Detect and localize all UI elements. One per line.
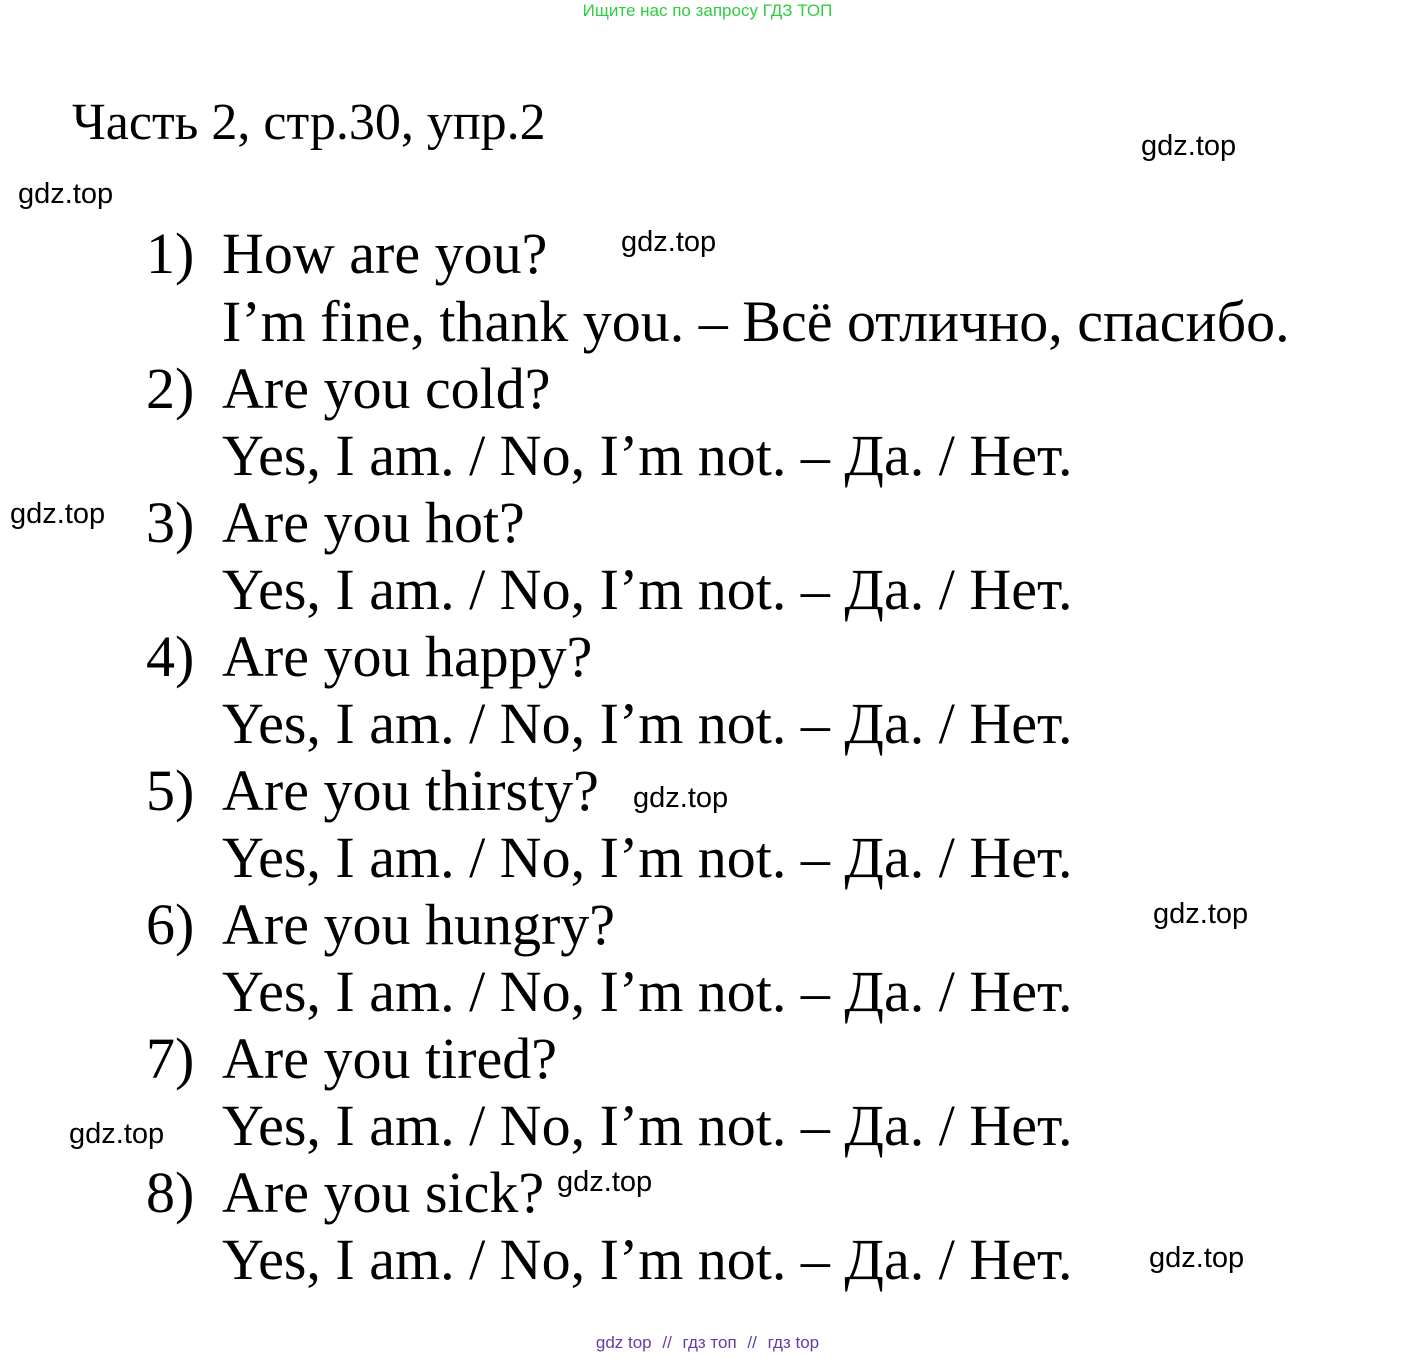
answer-text: Yes, I am. / No, I’m not. – Да. / Нет. [222,557,1073,622]
answer-text: Yes, I am. / No, I’m not. – Да. / Нет. [222,423,1073,488]
footer-links [0,1333,1415,1353]
watermark: gdz.top [69,1118,165,1150]
question-text: Are you cold? [222,356,551,421]
item-number: 4) [146,624,195,689]
footer-separator: // [662,1333,672,1352]
watermark: gdz.top [1153,898,1249,930]
question-text: Are you sick? [222,1160,545,1225]
question-text: Are you tired? [222,1026,557,1091]
watermark: gdz.top [18,178,114,210]
watermark: gdz.top [633,782,729,814]
top-banner: Ищите нас по запросу ГДЗ ТОП [582,1,833,20]
question-text: How are you? [222,221,548,286]
footer-link-gdz-top-mixed[interactable]: гдз top [767,1333,820,1352]
question-text: Are you hungry? [222,892,616,957]
watermark: gdz.top [1149,1242,1245,1274]
answer-text: Yes, I am. / No, I’m not. – Да. / Нет. [222,959,1073,1024]
footer-link-gdz-top[interactable]: gdz top [595,1333,652,1352]
answer-text: Yes, I am. / No, I’m not. – Да. / Нет. [222,825,1073,890]
footer-link-gdz-top-ru[interactable]: гдз топ [682,1333,737,1352]
answer-text: Yes, I am. / No, I’m not. – Да. / Нет. [222,1093,1073,1158]
question-text: Are you hot? [222,490,525,555]
item-number: 1) [146,221,195,286]
question-text: Are you happy? [222,624,593,689]
item-number: 6) [146,892,195,957]
item-number: 2) [146,356,195,421]
item-number: 5) [146,758,195,823]
item-number: 8) [146,1160,195,1225]
answer-text: I’m fine, thank you. – Всё отлично, спасибо. [222,289,1290,354]
watermark: gdz.top [621,226,717,258]
page-title: Часть 2, стр.30, упр.2 [72,94,546,151]
watermark: gdz.top [557,1166,653,1198]
watermark: gdz.top [1141,130,1237,162]
item-number: 7) [146,1026,195,1091]
answer-text: Yes, I am. / No, I’m not. – Да. / Нет. [222,691,1073,756]
watermark: gdz.top [10,498,106,530]
question-text: Are you thirsty? [222,758,599,823]
answer-text: Yes, I am. / No, I’m not. – Да. / Нет. [222,1227,1073,1292]
item-number: 3) [146,490,195,555]
footer-separator: // [747,1333,757,1352]
